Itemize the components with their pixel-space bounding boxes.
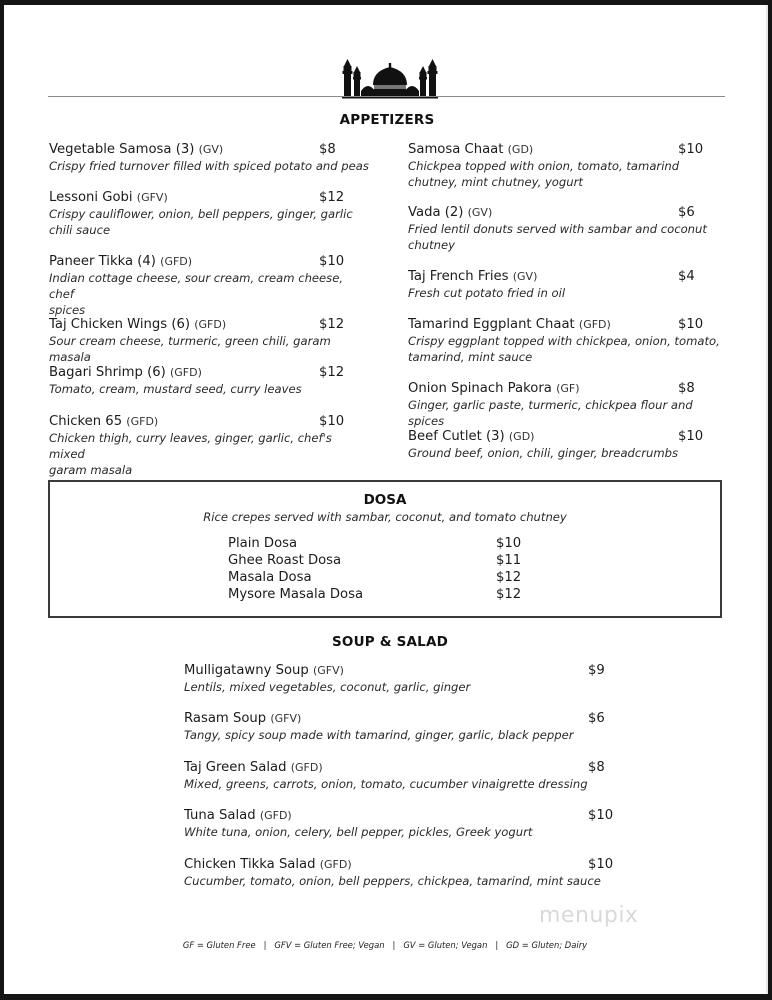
dosa-subtitle: Rice crepes served with sambar, coconut, and tomato chutney — [203, 510, 567, 524]
diet-tag: (GV) — [198, 143, 224, 156]
diet-tag: (GD) — [507, 143, 534, 156]
item-description: Fried lentil donuts served with sambar and coconut — [408, 222, 707, 236]
diet-tag: (GV) — [512, 270, 538, 283]
item-name: Onion Spinach Pakora — [408, 381, 552, 396]
item-name: Tamarind Eggplant Chaat — [408, 317, 575, 332]
menu-item — [49, 142, 369, 174]
diet-tag: (GFV) — [312, 664, 344, 677]
item-price: $8 — [319, 142, 336, 157]
item-description: Ginger, garlic paste, turmeric, chickpea flour and spices — [408, 398, 693, 428]
item-price: $6 — [678, 205, 695, 220]
item-price: $12 — [319, 190, 345, 205]
item-name: Samosa Chaat — [408, 142, 504, 157]
item-name: Taj Green Salad — [184, 760, 287, 775]
menu-item — [408, 317, 728, 365]
menu-item — [408, 205, 728, 253]
item-description: Chickpea topped with onion, tomato, tamarind — [408, 159, 680, 173]
diet-tag: (GFD) — [259, 809, 292, 822]
section-title-appetizers: APPETIZERS — [339, 112, 435, 128]
item-description: Sour cream cheese, turmeric, green chili, garam masala — [49, 334, 331, 364]
item-description: Mixed, greens, carrots, onion, tomato, cucumber vinaigrette dressing — [184, 777, 588, 791]
item-name: Mulligatawny Soup — [184, 663, 309, 678]
item-name: Bagari Shrimp (6) — [49, 365, 166, 380]
item-name: Lessoni Gobi — [49, 190, 133, 205]
item-description: Fresh cut potato fried in oil — [408, 286, 566, 300]
item-price: $10 — [588, 808, 614, 823]
item-price: $12 — [496, 570, 522, 585]
item-description: White tuna, onion, celery, bell pepper, pickles, Greek yogurt — [184, 825, 533, 839]
item-price: $12 — [319, 365, 345, 380]
item-price: $11 — [496, 553, 522, 568]
item-description: Indian cottage cheese, sour cream, cream cheese, chef — [49, 271, 344, 301]
section-title-dosa: DOSA — [363, 492, 407, 508]
diet-tag: (GFD) — [160, 255, 193, 268]
item-price: $10 — [588, 857, 614, 872]
menu-item — [49, 365, 369, 397]
menu-item — [184, 711, 614, 743]
item-price: $10 — [678, 142, 704, 157]
item-price: $12 — [319, 317, 345, 332]
item-description: chutney — [408, 238, 455, 252]
diet-tag: (GFD) — [194, 318, 227, 331]
dosa-item — [228, 553, 548, 570]
item-price: $10 — [678, 317, 704, 332]
item-description: Crispy cauliflower, onion, bell peppers, ginger, garlic — [49, 207, 353, 221]
menu-item — [49, 254, 369, 318]
item-description: Cucumber, tomato, onion, bell peppers, chickpea, tamarind, mint sauce — [184, 874, 601, 888]
item-price: $4 — [678, 269, 695, 284]
watermark: menupix — [539, 903, 639, 928]
item-name: Taj French Fries — [408, 269, 509, 284]
menu-item — [49, 190, 369, 238]
item-name: Vada (2) — [408, 205, 464, 220]
menu-item — [49, 414, 369, 478]
menu-item — [408, 429, 728, 461]
menu-item — [408, 269, 728, 301]
item-description: Ground beef, onion, chili, ginger, breadcrumbs — [408, 446, 679, 460]
item-description: Chicken thigh, curry leaves, ginger, garlic, chef's mixed — [49, 431, 332, 461]
item-description: chutney, mint chutney, yogurt — [408, 175, 583, 189]
diet-tag: (GFD) — [126, 415, 159, 428]
dosa-section — [48, 480, 722, 618]
item-name: Rasam Soup — [184, 711, 267, 726]
item-name: Tuna Salad — [184, 808, 256, 823]
item-name: Chicken Tikka Salad — [184, 857, 316, 872]
diet-tag: (GFV) — [136, 191, 168, 204]
menu-item — [184, 663, 614, 695]
item-price: $8 — [678, 381, 695, 396]
item-name: Chicken 65 — [49, 414, 123, 429]
menu-item — [408, 381, 728, 429]
menu-page — [4, 5, 768, 994]
item-price: $6 — [588, 711, 605, 726]
item-price: $8 — [588, 760, 605, 775]
menu-item — [184, 808, 614, 840]
item-description: chili sauce — [49, 223, 111, 237]
menu-item — [184, 857, 614, 889]
diet-tag: (GFD) — [578, 318, 611, 331]
item-description: Tangy, spicy soup made with tamarind, ginger, garlic, black pepper — [184, 728, 574, 742]
section-title-soup-salad: SOUP & SALAD — [331, 634, 449, 650]
item-price: $9 — [588, 663, 605, 678]
item-name: Beef Cutlet (3) — [408, 429, 505, 444]
item-name: Taj Chicken Wings (6) — [49, 317, 191, 332]
item-name: Mysore Masala Dosa — [228, 587, 364, 602]
item-name: Vegetable Samosa (3) — [49, 142, 195, 157]
item-name: Masala Dosa — [228, 570, 312, 585]
menu-item — [184, 760, 614, 792]
item-description: tamarind, mint sauce — [408, 350, 533, 364]
diet-tag: (GFV) — [270, 712, 302, 725]
dosa-item — [228, 587, 548, 604]
diet-tag: (GD) — [508, 430, 535, 443]
item-description: Crispy fried turnover filled with spiced potato and peas — [49, 159, 369, 173]
diet-tag: (GV) — [467, 206, 493, 219]
item-price: $10 — [496, 536, 522, 551]
item-price: $10 — [319, 414, 345, 429]
item-description: Tomato, cream, mustard seed, curry leaves — [49, 382, 302, 396]
item-name: Plain Dosa — [228, 536, 298, 551]
dosa-item — [228, 570, 548, 587]
dosa-item — [228, 536, 548, 553]
item-description: spices — [49, 303, 86, 317]
item-price: $10 — [678, 429, 704, 444]
item-description: Crispy eggplant topped with chickpea, onion, tomato, — [408, 334, 720, 348]
diet-tag: (GFD) — [319, 858, 352, 871]
item-description: Lentils, mixed vegetables, coconut, garlic, ginger — [184, 680, 471, 694]
item-name: Ghee Roast Dosa — [228, 553, 342, 568]
item-price: $12 — [496, 587, 522, 602]
menu-item — [408, 142, 728, 190]
diet-tag: (GF) — [556, 382, 580, 395]
item-price: $10 — [319, 254, 345, 269]
menu-item — [49, 317, 369, 365]
header-divider — [48, 96, 725, 97]
item-name: Paneer Tikka (4) — [49, 254, 156, 269]
diet-tag: (GFD) — [290, 761, 323, 774]
dietary-legend: GF = Gluten Free | GFV = Gluten Free; Vegan | GV = Gluten; Vegan | GD = Gluten; Dairy — [182, 940, 588, 950]
mosque-icon — [340, 57, 440, 99]
diet-tag: (GFD) — [169, 366, 202, 379]
item-description: garam masala — [49, 463, 133, 477]
